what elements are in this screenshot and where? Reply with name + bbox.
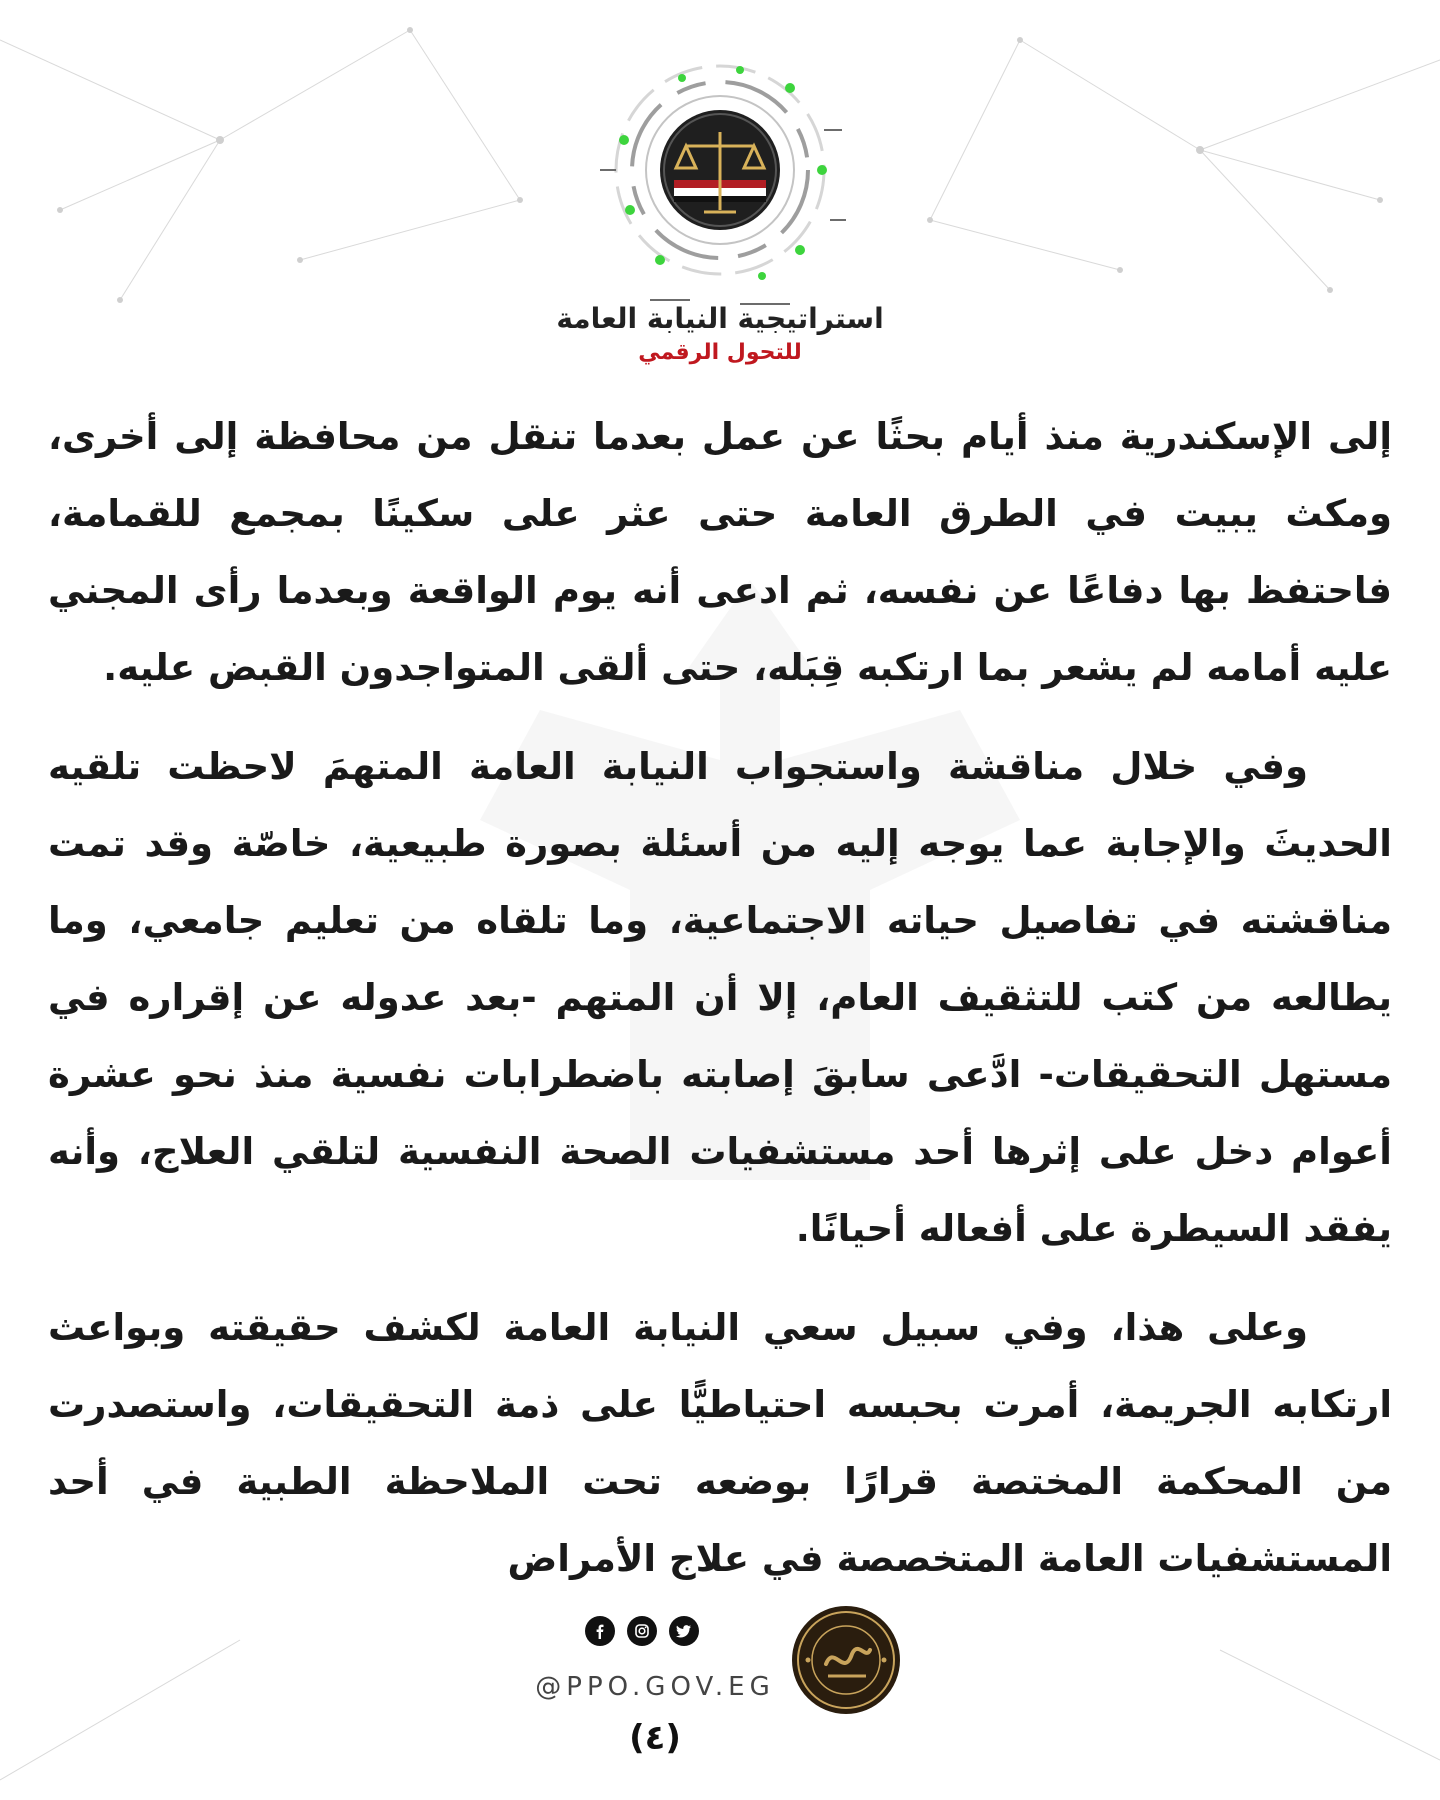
header-title: استراتيجية النيابة العامة bbox=[556, 302, 884, 335]
header-subtitle: للتحول الرقمي bbox=[638, 340, 802, 365]
paragraph-2: وفي خلال مناقشة واستجواب النيابة العامة المتهمَ لاحظت تلقيه الحديثَ والإجابة عما يوجه إليه من أسئلة بصورة طبيعية، خاصّة وقد تمت مناقشته في تفاصيل حياته الاجتماعية، وما تلقاه من تعليم جامعي، وما يطالعه من كتب للتثقيف العام، إلا أن المتهم -بعد عدوله عن إقراره في مستهل التحقيقات- ادَّعى سابقَ إصابته باضطرابات نفسية منذ نحو عشرة أعوام دخل على إثرها أحد مستشفيات الصحة النفسية لتلقي العلاج، وأنه يفقد السيطرة على أفعاله أحيانًا. bbox=[48, 745, 1392, 1250]
instagram-icon[interactable] bbox=[627, 1616, 657, 1646]
page-number: (٤) bbox=[629, 1718, 681, 1758]
paragraph-3: وعلى هذا، وفي سبيل سعي النيابة العامة لكشف حقيقته وبواعث ارتكابه الجريمة، أمرت بحبسه احتياطيًّا على ذمة التحقيقات، واستصدرت من المحكمة المختصة قرارًا بوضعه تحت الملاحظة الطبية في أحد المستشفيات العامة المتخصصة في علاج الأمراض bbox=[48, 1306, 1392, 1580]
statement-body bbox=[48, 398, 1392, 1619]
footer bbox=[0, 1600, 1440, 1800]
digital-strategy-emblem bbox=[590, 60, 850, 310]
facebook-icon[interactable] bbox=[585, 1616, 615, 1646]
paragraph-1: إلى الإسكندرية منذ أيام بحثًا عن عمل بعدما تنقل من محافظة إلى أخرى، ومكث يبيت في الطرق العامة حتى عثر على سكينًا بمجمع للقمامة، فاحتفظ بها دفاعًا عن نفسه، ثم ادعى أنه يوم الواقعة وبعدما رأى المجني عليه أمامه لم يشعر بما ارتكبه قِبَله، حتى ألقى المتواجدون القبض عليه. bbox=[48, 415, 1392, 689]
twitter-icon[interactable] bbox=[669, 1616, 699, 1646]
media-office-seal bbox=[790, 1604, 902, 1716]
website-handle[interactable]: @PPO.GOV.EG bbox=[535, 1672, 775, 1702]
social-links bbox=[585, 1616, 715, 1656]
header bbox=[0, 40, 1440, 380]
